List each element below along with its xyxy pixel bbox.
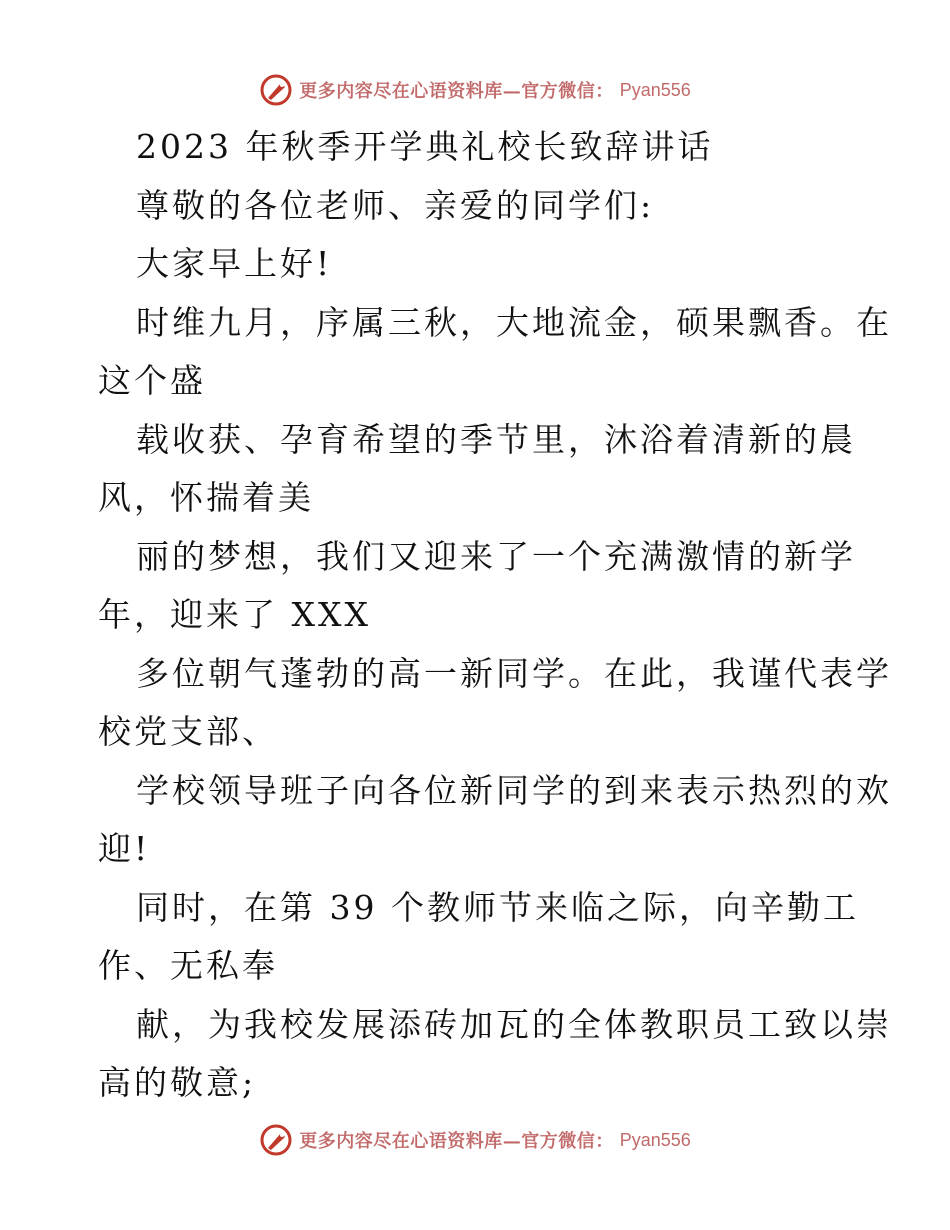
text-line: 多位朝气蓬勃的高一新同学。在此，我谨代表学 [136, 653, 892, 693]
document-title: 2023 年秋季开学典礼校长致辞讲话 [136, 127, 714, 166]
watermark-wechat-id: Pyan556 [619, 79, 691, 100]
text-line: 年，迎来了 XXX [98, 595, 371, 634]
text-line: 丽的梦想，我们又迎来了一个充满激情的新学 [136, 536, 856, 576]
text-line: 迎! [98, 829, 151, 868]
greeting: 大家早上好! [136, 244, 333, 283]
text-line: 校党支部、 [98, 712, 278, 751]
pen-nib-logo-icon [259, 1123, 293, 1157]
watermark-text: 更多内容尽在心语资料库—官方微信： [299, 81, 614, 102]
watermark-text: 更多内容尽在心语资料库—官方微信： [299, 1131, 614, 1152]
document-body [98, 118, 898, 1113]
text-line: 学校领导班子向各位新同学的到来表示热烈的欢 [136, 770, 892, 810]
text-line: 这个盛 [98, 361, 206, 400]
text-line: 风，怀揣着美 [98, 478, 314, 517]
text-line: 载收获、孕育希望的季节里，沐浴着清新的晨 [136, 419, 856, 459]
text-line: 高的敬意; [98, 1063, 257, 1102]
watermark-wechat-id: Pyan556 [619, 1129, 691, 1150]
text-line: 献，为我校发展添砖加瓦的全体教职员工致以崇 [136, 1004, 892, 1044]
header-watermark [0, 70, 950, 110]
footer-watermark [0, 1120, 950, 1160]
pen-nib-logo-icon [259, 73, 293, 107]
text-line: 作、无私奉 [98, 946, 278, 985]
text-line: 同时，在第 39 个教师节来临之际，向辛勤工 [136, 887, 859, 927]
salutation: 尊敬的各位老师、亲爱的同学们: [136, 185, 655, 225]
text-line: 时维九月，序属三秋，大地流金，硕果飘香。在 [136, 302, 892, 342]
